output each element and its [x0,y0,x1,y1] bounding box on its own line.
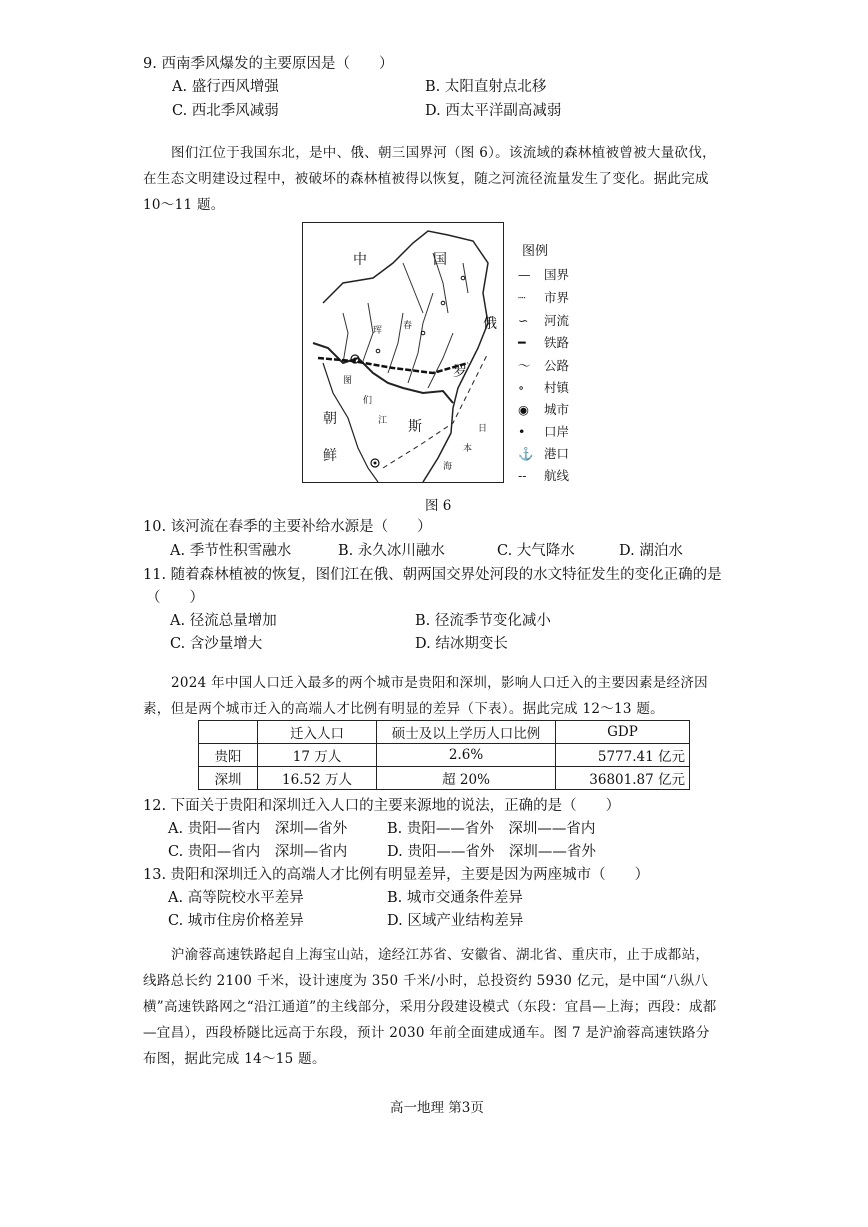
legend-item-harbor: ⚓ 港口 [518,446,570,461]
legend-item-city: ◉ 城市 [518,402,570,417]
table-cell: 5777.41 亿元 [556,744,690,767]
map-label-russia-1: 俄 [483,316,497,332]
q9-option-a: A. 盛行西风增强 [172,79,279,95]
q12-stem: 12. 下面关于贵阳和深圳迁入人口的主要来源地的说法，正确的是（ ） [143,798,621,814]
map-label-korea-1: 朝 [323,411,337,427]
map-label-chun: 春 [403,321,413,331]
legend-item-railway: ━ 铁路 [518,335,570,350]
q12-option-d: D. 贵阳——省外 深圳——省外 [387,844,596,860]
q11-option-a: A. 径流总量增加 [170,613,277,629]
legend-item-national-border: — 国界 [518,267,570,282]
map-label-tumen-3: 江 [378,416,388,426]
q11-option-b: B. 径流季节变化减小 [415,613,551,629]
q10-option-b: B. 永久冰川融水 [338,543,445,559]
table-cell: 16.52 万人 [258,767,377,790]
legend-item-village: ∘ 村镇 [518,380,570,395]
map-label-russia-2: 罗 [453,364,467,380]
village-marker [461,276,465,280]
tumen-river-map [302,222,504,483]
village-marker [441,301,445,305]
q11-option-c: C. 含沙量增大 [170,636,263,652]
q10-option-d: D. 湖泊水 [619,543,683,559]
map-drawing [303,223,503,482]
table-header-cell: GDP [556,721,690,744]
table-cell: 17 万人 [258,744,377,767]
q13-stem: 13. 贵阳和深圳迁入的高端人才比例有明显差异，主要是因为两座城市（ ） [143,867,650,883]
map-label-russia-3: 斯 [408,419,422,435]
city-marker-dot [354,358,357,361]
page-footer: 高一地理 第3页 [390,1100,484,1116]
table-row [199,767,690,790]
migration-table [198,720,690,790]
legend-title: 图例 [522,244,549,259]
q13-option-c: C. 城市住房价格差异 [168,913,304,929]
q9-option-d: D. 西太平洋副高减弱 [425,103,562,119]
q9-option-c: C. 西北季风减弱 [172,103,279,119]
table-cell: 深圳 [199,767,258,790]
table-header-row [199,721,690,744]
q12-option-a: A. 贵阳—省内 深圳—省外 [168,821,348,837]
legend-item-city-border: ┈ 市界 [518,290,570,305]
legend-item-river: ∽ 河流 [518,313,570,328]
table-cell: 36801.87 亿元 [556,767,690,790]
q12-option-b: B. 贵阳——省外 深圳——省内 [387,821,596,837]
q13-option-a: A. 高等院校水平差异 [168,890,304,906]
intro-paragraph-migration: 2024 年中国人口迁入最多的两个城市是贵阳和深圳，影响人口迁入的主要因素是经济因素，但是两个城市迁入的高端人才比例有明显的差异（下表）。据此完成 12～13 题。 [143,675,708,717]
city-marker-dot [374,462,377,465]
figure-caption: 图 6 [425,498,452,514]
map-label-china-1: 中 [353,252,367,268]
map-label-japan-3: 海 [443,462,453,472]
table-row [199,744,690,767]
shipping-route-line [383,353,488,468]
q10-stem: 10. 该河流在春季的主要补给水源是（ ） [143,519,432,535]
q11-stem: 11. 随着森林植被的恢复，图们江在俄、朝两国交界处河段的水文特征发生的变化正确的是 [143,567,722,583]
q13-option-d: D. 区域产业结构差异 [387,913,524,929]
map-label-japan-1: 日 [478,424,488,434]
legend-item-shipping-route: -- 航线 [518,468,570,483]
map-label-japan-2: 本 [463,444,473,454]
q10-option-c: C. 大气降水 [497,543,575,559]
legend-item-port-of-entry: • 口岸 [518,424,570,439]
table-header-cell [199,721,258,744]
q9-stem: 9. 西南季风爆发的主要原因是（ ） [143,56,394,72]
table-header-cell: 迁入人口 [258,721,377,744]
village-marker [376,349,380,353]
map-label-china-2: 国 [433,252,447,268]
legend-item-highway: ～ 公路 [518,358,570,373]
q11-option-d: D. 结冰期变长 [415,636,508,652]
q11-stem-bracket: （ ） [146,590,204,606]
q13-option-b: B. 城市交通条件差异 [387,890,523,906]
q12-option-c: C. 贵阳—省内 深圳—省内 [168,844,348,860]
map-label-tumen-2: 们 [363,396,373,406]
intro-paragraph-railway: 沪渝蓉高速铁路起自上海宝山站，途经江苏省、安徽省、湖北省、重庆市，止于成都站，线路总长约 2100 千米，设计速度为 350 千米/小时，总投资约 5930 亿元，是中国“八纵八横”高速铁路网之“沿江通道”的主线部分，采用分段建设模式（东段：宜昌—上海；西段：成都—宜昌），西段桥隧比远高于东段，预计 2030 年前全面建成通车。图 7 是沪渝蓉高速铁路分布图，据此完成 14～15 题。 [143,947,717,1067]
q9-option-b: B. 太阳直射点北移 [425,79,547,95]
table-cell: 贵阳 [199,744,258,767]
map-label-tumen-1: 图 [343,376,353,386]
map-label-korea-2: 鲜 [323,448,337,464]
table-cell: 超 20% [377,767,556,790]
table-cell: 2.6% [377,744,556,767]
map-label-hun: 珲 [373,326,383,336]
intro-paragraph-tumen: 图们江位于我国东北，是中、俄、朝三国界河（图 6）。该流域的森林植被曾被大量砍伐，在生态文明建设过程中，被破坏的森林植被得以恢复，随之河流径流量发生了变化。据此完成 10～11 题。 [143,145,716,213]
q10-option-a: A. 季节性积雪融水 [170,543,292,559]
table-header-cell: 硕士及以上学历人口比例 [377,721,556,744]
